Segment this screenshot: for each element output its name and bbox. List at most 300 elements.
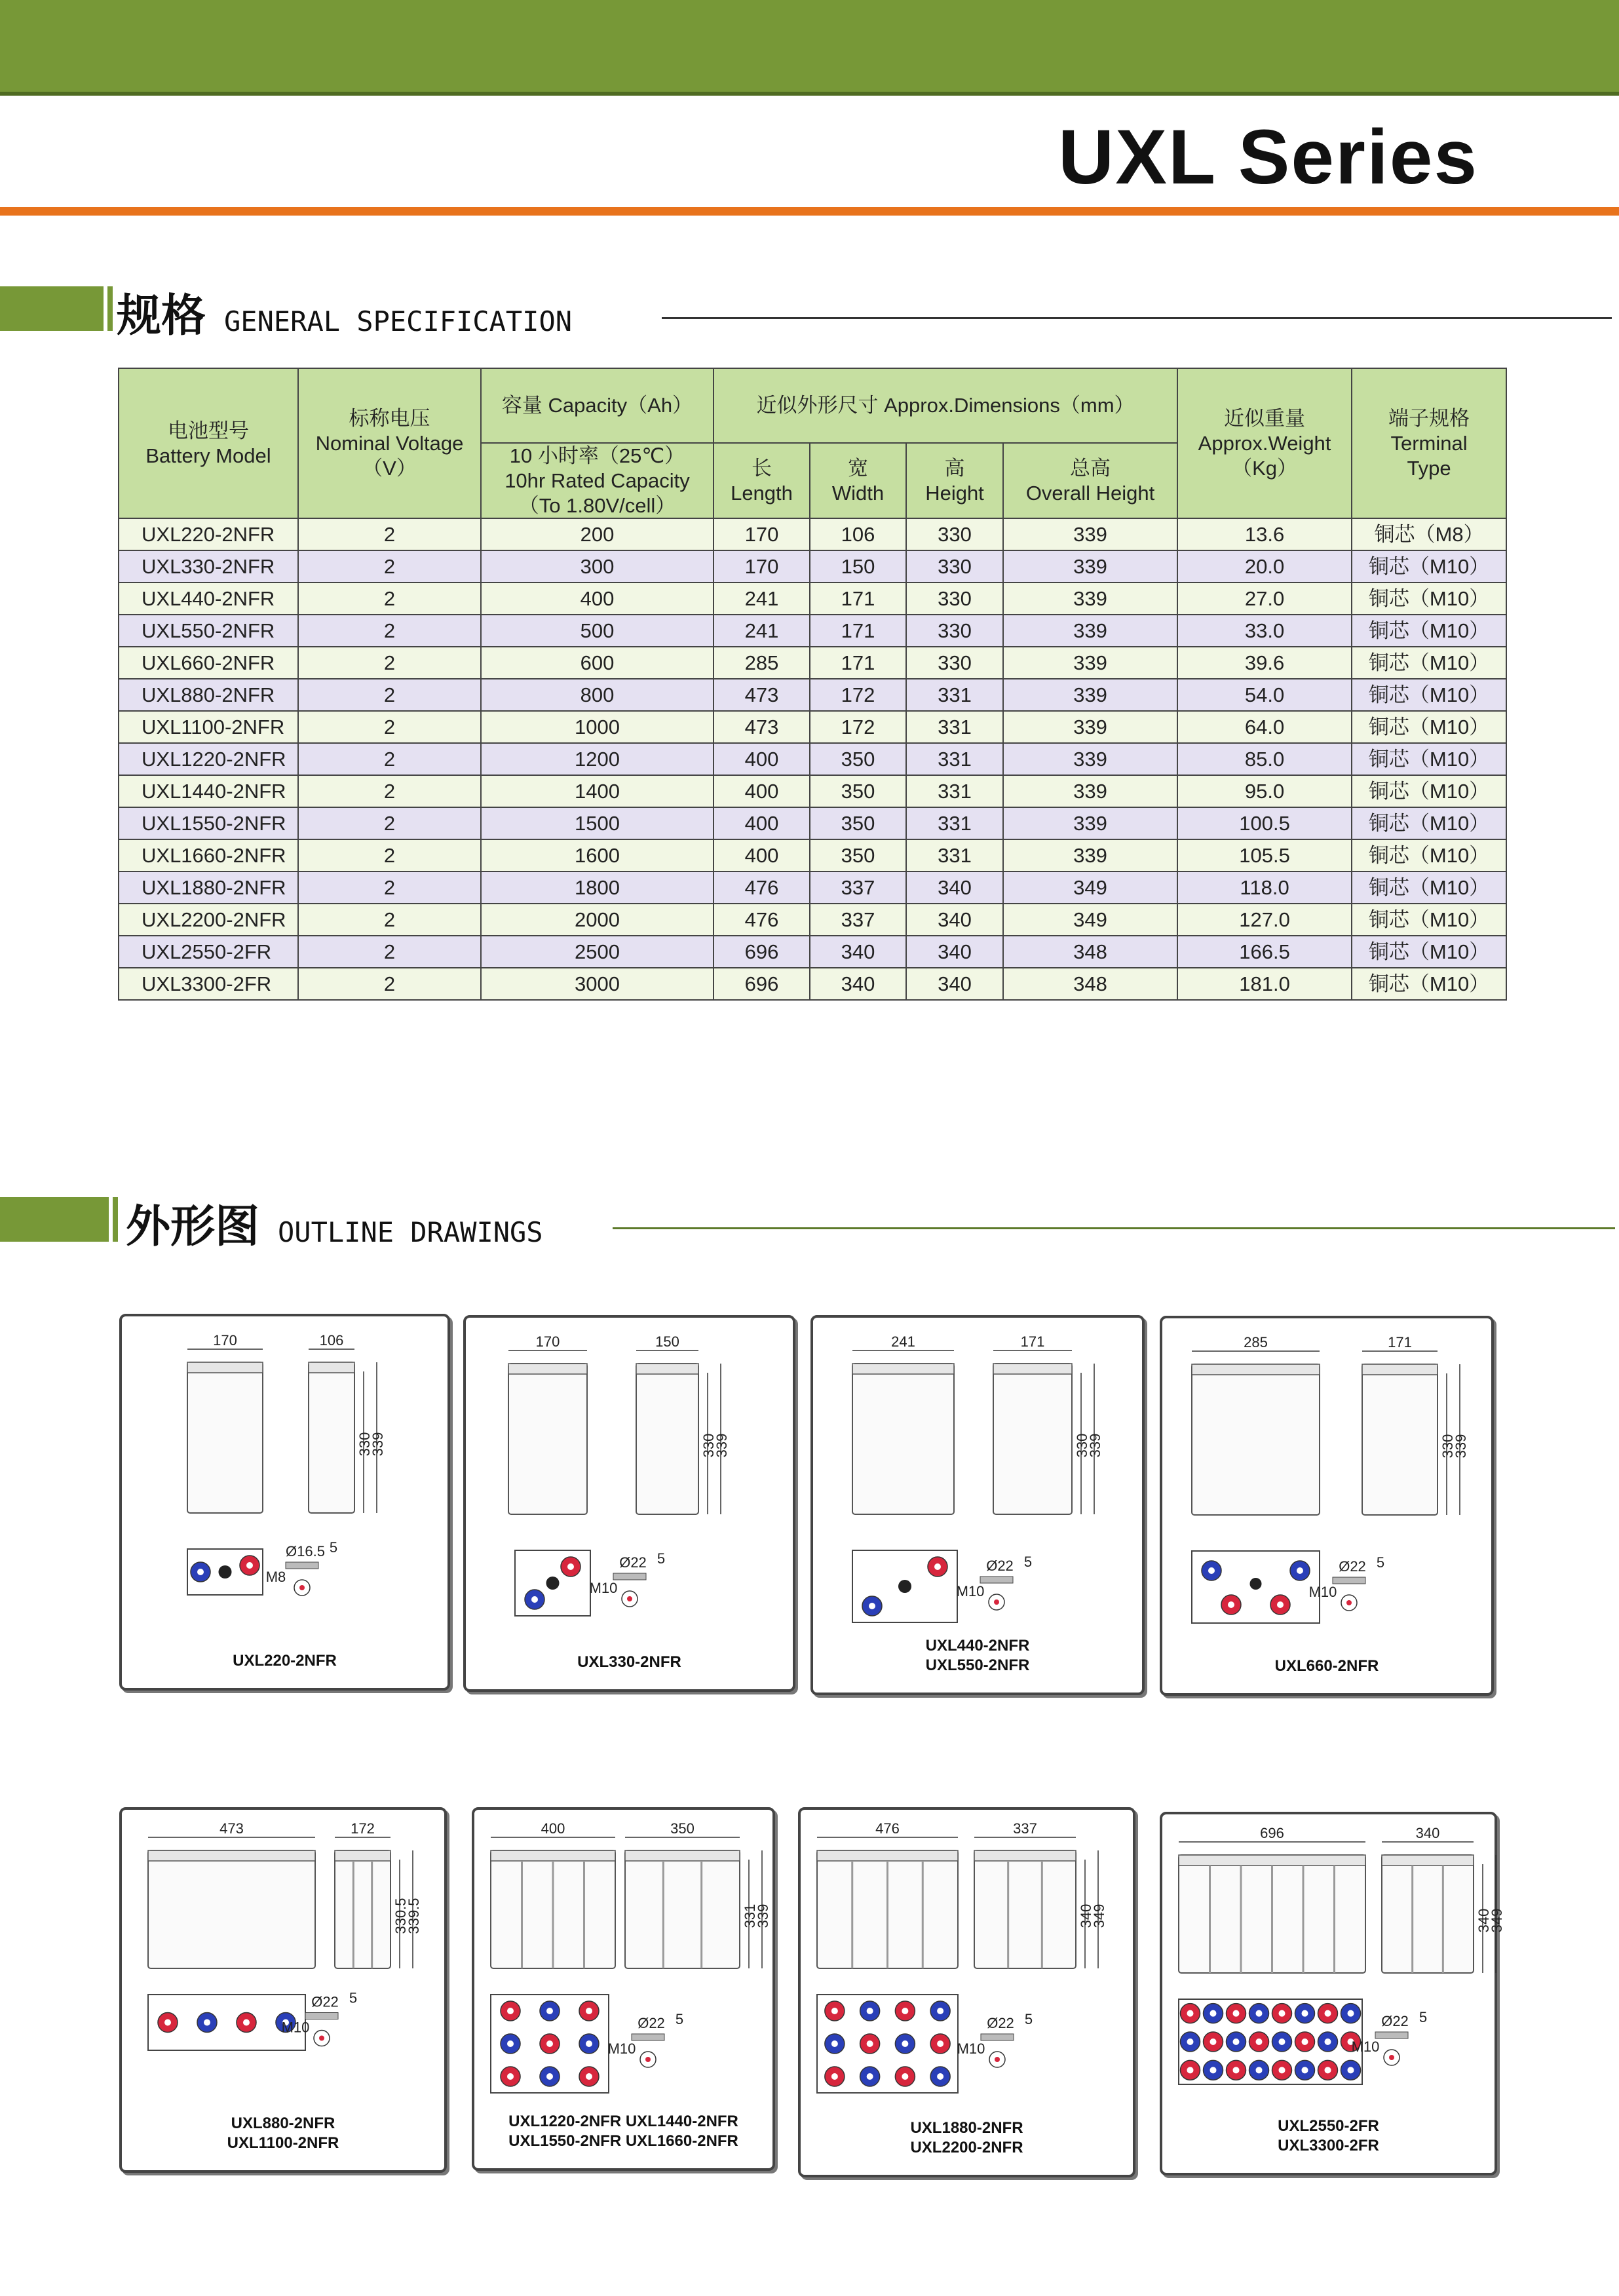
cell-terminal: 铜芯（M10） xyxy=(1352,711,1506,743)
cell-width: 350 xyxy=(810,839,906,871)
height-dimension: 330 xyxy=(700,1433,717,1458)
overall-height-dimension: 339 xyxy=(1087,1433,1103,1458)
terminal-depth: 5 xyxy=(657,1550,666,1567)
cell-width: 350 xyxy=(810,743,906,775)
terminal-bolt xyxy=(1297,1567,1303,1574)
header-weight: 近似重量 Approx.Weight （Kg） xyxy=(1177,368,1352,518)
terminal-detail xyxy=(995,2057,1000,2062)
terminal-detail xyxy=(1389,2055,1394,2060)
cell-height: 340 xyxy=(906,904,1003,936)
cell-overall-height: 339 xyxy=(1003,807,1177,839)
battery-lid xyxy=(187,1362,263,1373)
battery-lid xyxy=(993,1364,1072,1374)
terminal-bolt xyxy=(831,2073,838,2080)
terminal-bolt xyxy=(507,2073,514,2080)
cell-height: 330 xyxy=(906,615,1003,647)
length-dimension: 696 xyxy=(1260,1825,1284,1841)
terminal-bolt xyxy=(1279,2010,1286,2017)
width-dimension: 340 xyxy=(1415,1825,1440,1841)
terminal-bolt xyxy=(586,2008,592,2014)
cell-width: 337 xyxy=(810,904,906,936)
terminal-bolt xyxy=(831,2040,838,2047)
cell-height: 331 xyxy=(906,775,1003,807)
header-model: 电池型号 Battery Model xyxy=(119,368,298,518)
drawing-model-label: UXL660-2NFR xyxy=(1274,1657,1379,1675)
cell-capacity: 600 xyxy=(481,647,714,679)
battery-side-view xyxy=(974,1850,1076,1968)
cell-width: 340 xyxy=(810,968,906,1000)
terminal-bolt xyxy=(1348,2067,1354,2073)
vent-cap xyxy=(546,1577,560,1590)
cell-terminal: 铜芯（M10） xyxy=(1352,775,1506,807)
battery-outline-drawing xyxy=(122,1316,448,1688)
terminal-thread: M10 xyxy=(607,2040,636,2057)
cell-capacity: 800 xyxy=(481,679,714,711)
terminal-bolt xyxy=(546,2008,553,2014)
terminal-bolt xyxy=(586,2073,592,2080)
terminal-bolt xyxy=(934,1563,941,1570)
terminal-bolt xyxy=(531,1596,538,1603)
height-dimension: 331 xyxy=(742,1904,758,1928)
drawing-model-label: UXL2200-2NFR xyxy=(910,2139,1023,2156)
battery-lid xyxy=(1362,1364,1438,1375)
cell-weight: 20.0 xyxy=(1177,550,1352,583)
terminal-bolt xyxy=(1325,2067,1331,2073)
cell-model: UXL1440-2NFR xyxy=(119,775,298,807)
terminal-bolt xyxy=(1210,2038,1217,2045)
cell-model: UXL440-2NFR xyxy=(119,583,298,615)
header-overall-height: 总高 Overall Height xyxy=(1003,443,1177,518)
terminal-detail xyxy=(1333,1577,1365,1584)
table-row xyxy=(119,518,1506,550)
terminal-bolt xyxy=(243,2019,250,2026)
width-dimension: 171 xyxy=(1020,1333,1045,1350)
cell-length: 400 xyxy=(714,775,810,807)
cell-capacity: 3000 xyxy=(481,968,714,1000)
terminal-thread: M10 xyxy=(281,2019,310,2036)
terminal-thread: M10 xyxy=(589,1580,618,1596)
cell-capacity: 2500 xyxy=(481,936,714,968)
cell-weight: 54.0 xyxy=(1177,679,1352,711)
cell-capacity: 1600 xyxy=(481,839,714,871)
cell-length: 241 xyxy=(714,583,810,615)
battery-front-view xyxy=(187,1362,263,1513)
cell-capacity: 500 xyxy=(481,615,714,647)
battery-lid xyxy=(1192,1364,1320,1375)
terminal-thread: M10 xyxy=(1308,1584,1337,1600)
table-row xyxy=(119,904,1506,936)
header-height: 高 Height xyxy=(906,443,1003,518)
battery-lid xyxy=(148,1850,315,1861)
cell-voltage: 2 xyxy=(298,518,481,550)
cell-terminal: 铜芯（M10） xyxy=(1352,743,1506,775)
terminal-detail xyxy=(305,2013,338,2019)
terminal-bolt xyxy=(164,2019,171,2026)
cell-overall-height: 339 xyxy=(1003,583,1177,615)
cell-terminal: 铜芯（M10） xyxy=(1352,968,1506,1000)
cell-model: UXL1100-2NFR xyxy=(119,711,298,743)
cell-model: UXL1550-2NFR xyxy=(119,807,298,839)
terminal-bolt xyxy=(1210,2067,1217,2073)
terminal-bolt xyxy=(1256,2038,1263,2045)
vent-cap xyxy=(219,1565,232,1578)
cell-overall-height: 339 xyxy=(1003,518,1177,550)
drawing-model-label: UXL880-2NFR xyxy=(231,2114,335,2132)
header-capacity: 容量 Capacity（Ah） xyxy=(481,368,714,443)
cell-voltage: 2 xyxy=(298,807,481,839)
terminal-diameter: Ø22 xyxy=(638,2015,665,2031)
outline-title-cn: 外形图 xyxy=(126,1201,260,1253)
header-capacity-10hr: 10 小时率（25℃） 10hr Rated Capacity （To 1.80V/cell） xyxy=(481,443,714,518)
terminal-bolt xyxy=(1256,2010,1263,2017)
spec-title-cn: 规格 xyxy=(117,290,206,342)
terminal-bolt xyxy=(1233,2010,1240,2017)
cell-length: 473 xyxy=(714,679,810,711)
terminal-bolt xyxy=(1325,2038,1331,2045)
cell-weight: 95.0 xyxy=(1177,775,1352,807)
cell-capacity: 200 xyxy=(481,518,714,550)
cell-model: UXL2550-2FR xyxy=(119,936,298,968)
overall-height-dimension: 339 xyxy=(714,1433,730,1458)
cell-model: UXL550-2NFR xyxy=(119,615,298,647)
cell-model: UXL1660-2NFR xyxy=(119,839,298,871)
cell-length: 696 xyxy=(714,936,810,968)
terminal-detail xyxy=(319,2036,324,2041)
cell-overall-height: 339 xyxy=(1003,743,1177,775)
outline-drawing-card xyxy=(810,1315,1145,1695)
cell-weight: 13.6 xyxy=(1177,518,1352,550)
height-dimension: 340 xyxy=(1078,1904,1094,1928)
terminal-diameter: Ø22 xyxy=(987,2015,1014,2031)
terminal-detail xyxy=(980,1577,1013,1583)
terminal-detail xyxy=(1375,2032,1408,2038)
terminal-bolt xyxy=(1302,2038,1308,2045)
cell-terminal: 铜芯（M10） xyxy=(1352,936,1506,968)
series-title: UXL Series xyxy=(1058,114,1478,201)
terminal-thread: M10 xyxy=(1351,2038,1380,2055)
terminal-bolt xyxy=(1187,2010,1194,2017)
terminal-thread: M10 xyxy=(956,1583,985,1599)
terminal-detail xyxy=(627,1596,632,1601)
cell-capacity: 1800 xyxy=(481,871,714,904)
cell-overall-height: 339 xyxy=(1003,839,1177,871)
cell-height: 340 xyxy=(906,936,1003,968)
cell-height: 330 xyxy=(906,647,1003,679)
battery-side-view xyxy=(1382,1855,1474,1973)
cell-width: 106 xyxy=(810,518,906,550)
cell-voltage: 2 xyxy=(298,743,481,775)
battery-side-view xyxy=(1362,1364,1438,1515)
cell-voltage: 2 xyxy=(298,839,481,871)
battery-front-view xyxy=(1192,1364,1320,1515)
table-row xyxy=(119,807,1506,839)
terminal-diameter: Ø22 xyxy=(1381,2013,1409,2029)
outline-drawing-card xyxy=(119,1807,447,2173)
outline-drawing-card xyxy=(472,1807,775,2171)
terminal-diameter: Ø22 xyxy=(311,1993,339,2010)
cell-weight: 64.0 xyxy=(1177,711,1352,743)
battery-side-view xyxy=(625,1850,740,1968)
cell-terminal: 铜芯（M10） xyxy=(1352,615,1506,647)
overall-height-dimension: 349 xyxy=(1489,1908,1505,1933)
cell-height: 331 xyxy=(906,807,1003,839)
cell-width: 337 xyxy=(810,871,906,904)
terminal-bolt xyxy=(1279,2067,1286,2073)
cell-overall-height: 349 xyxy=(1003,904,1177,936)
header-terminal: 端子规格 Terminal Type xyxy=(1352,368,1506,518)
cell-voltage: 2 xyxy=(298,550,481,583)
terminal-bolt xyxy=(867,2040,873,2047)
terminal-detail xyxy=(632,2034,664,2040)
battery-lid xyxy=(508,1364,587,1374)
terminal-diameter: Ø16.5 xyxy=(286,1543,325,1559)
spec-section-heading xyxy=(117,280,572,344)
cell-width: 350 xyxy=(810,775,906,807)
cell-width: 171 xyxy=(810,615,906,647)
drawing-model-label: UXL1220-2NFR UXL1440-2NFR xyxy=(508,2113,738,2130)
terminal-bolt xyxy=(1279,2038,1286,2045)
spec-table-body xyxy=(119,518,1506,1000)
terminal-bolt xyxy=(1228,1601,1234,1608)
terminal-bolt xyxy=(507,2008,514,2014)
cell-weight: 181.0 xyxy=(1177,968,1352,1000)
cell-terminal: 铜芯（M10） xyxy=(1352,583,1506,615)
cell-voltage: 2 xyxy=(298,711,481,743)
cell-length: 696 xyxy=(714,968,810,1000)
battery-side-view xyxy=(993,1364,1072,1514)
cell-voltage: 2 xyxy=(298,775,481,807)
cell-length: 241 xyxy=(714,615,810,647)
battery-front-view xyxy=(852,1364,954,1514)
terminal-depth: 5 xyxy=(1419,2009,1428,2025)
terminal-bolt xyxy=(902,2040,908,2047)
cell-terminal: 铜芯（M8） xyxy=(1352,518,1506,550)
cell-height: 340 xyxy=(906,871,1003,904)
cell-voltage: 2 xyxy=(298,615,481,647)
height-dimension: 330.5 xyxy=(392,1898,409,1934)
terminal-bolt xyxy=(902,2073,908,2080)
width-dimension: 172 xyxy=(351,1820,375,1837)
table-row xyxy=(119,550,1506,583)
cell-width: 171 xyxy=(810,583,906,615)
cell-height: 331 xyxy=(906,711,1003,743)
cell-overall-height: 339 xyxy=(1003,711,1177,743)
terminal-detail xyxy=(981,2034,1014,2040)
cell-overall-height: 339 xyxy=(1003,615,1177,647)
cell-model: UXL220-2NFR xyxy=(119,518,298,550)
cell-overall-height: 339 xyxy=(1003,550,1177,583)
cell-overall-height: 348 xyxy=(1003,936,1177,968)
terminal-thread: M8 xyxy=(265,1569,286,1585)
table-row xyxy=(119,936,1506,968)
length-dimension: 285 xyxy=(1244,1334,1268,1350)
terminal-bolt xyxy=(902,2008,908,2014)
battery-front-view xyxy=(148,1850,315,1968)
cell-weight: 127.0 xyxy=(1177,904,1352,936)
width-dimension: 106 xyxy=(319,1332,344,1349)
drawing-model-label: UXL220-2NFR xyxy=(233,1652,337,1670)
cell-model: UXL3300-2FR xyxy=(119,968,298,1000)
cell-capacity: 2000 xyxy=(481,904,714,936)
terminal-detail xyxy=(1346,1600,1352,1605)
cell-length: 476 xyxy=(714,871,810,904)
drawing-model-label: UXL1880-2NFR xyxy=(910,2119,1023,2137)
cell-height: 330 xyxy=(906,550,1003,583)
table-row xyxy=(119,711,1506,743)
overall-height-dimension: 339 xyxy=(1453,1434,1469,1459)
length-dimension: 170 xyxy=(535,1333,560,1350)
height-dimension: 330 xyxy=(1074,1433,1090,1458)
terminal-depth: 5 xyxy=(675,2011,684,2027)
cell-capacity: 1400 xyxy=(481,775,714,807)
cell-length: 476 xyxy=(714,904,810,936)
length-dimension: 400 xyxy=(541,1820,565,1837)
terminal-bolt xyxy=(546,2073,553,2080)
cell-terminal: 铜芯（M10） xyxy=(1352,839,1506,871)
battery-lid xyxy=(625,1850,740,1861)
terminal-bolt xyxy=(937,2073,943,2080)
terminal-detail xyxy=(645,2057,651,2062)
cell-voltage: 2 xyxy=(298,871,481,904)
header-dimensions: 近似外形尺寸 Approx.Dimensions（mm） xyxy=(714,368,1177,443)
table-row xyxy=(119,615,1506,647)
spec-title-en: GENERAL SPECIFICATION xyxy=(224,305,573,337)
terminal-depth: 5 xyxy=(349,1989,358,2006)
length-dimension: 473 xyxy=(219,1820,244,1837)
cell-weight: 166.5 xyxy=(1177,936,1352,968)
length-dimension: 170 xyxy=(213,1332,237,1349)
terminal-depth: 5 xyxy=(1376,1554,1385,1571)
overall-height-dimension: 339 xyxy=(755,1904,771,1928)
overall-height-dimension: 339 xyxy=(370,1432,386,1457)
drawing-model-label: UXL3300-2FR xyxy=(1278,2137,1379,2154)
terminal-bolt xyxy=(1208,1567,1215,1574)
height-dimension: 340 xyxy=(1476,1908,1492,1933)
cell-capacity: 1000 xyxy=(481,711,714,743)
table-row xyxy=(119,743,1506,775)
battery-side-view xyxy=(636,1364,698,1514)
battery-lid xyxy=(1382,1855,1474,1866)
battery-lid xyxy=(974,1850,1076,1861)
width-dimension: 171 xyxy=(1388,1334,1412,1350)
battery-lid xyxy=(1179,1855,1365,1866)
terminal-bolt xyxy=(937,2040,943,2047)
drawing-model-label: UXL550-2NFR xyxy=(925,1656,1030,1674)
table-row xyxy=(119,839,1506,871)
header-width: 宽 Width xyxy=(810,443,906,518)
battery-side-view xyxy=(335,1850,390,1968)
drawing-model-label: UXL330-2NFR xyxy=(577,1653,681,1671)
terminal-bolt xyxy=(567,1563,574,1570)
terminal-bolt xyxy=(1302,2010,1308,2017)
table-row xyxy=(119,871,1506,904)
battery-lid xyxy=(817,1850,958,1861)
cell-model: UXL1880-2NFR xyxy=(119,871,298,904)
cell-width: 340 xyxy=(810,936,906,968)
cell-length: 400 xyxy=(714,743,810,775)
cell-height: 330 xyxy=(906,518,1003,550)
length-dimension: 241 xyxy=(891,1333,915,1350)
vent-cap xyxy=(1250,1578,1262,1590)
table-row xyxy=(119,775,1506,807)
terminal-diameter: Ø22 xyxy=(986,1558,1014,1574)
cell-length: 400 xyxy=(714,839,810,871)
cell-weight: 33.0 xyxy=(1177,615,1352,647)
battery-side-view xyxy=(309,1362,354,1513)
cell-capacity: 1500 xyxy=(481,807,714,839)
outline-drawing-card xyxy=(119,1314,450,1691)
accent-divider xyxy=(0,207,1619,216)
cell-width: 172 xyxy=(810,711,906,743)
height-dimension: 330 xyxy=(356,1432,373,1457)
terminal-bolt xyxy=(586,2040,592,2047)
terminal-detail xyxy=(299,1585,305,1590)
terminal-depth: 5 xyxy=(1024,2011,1033,2027)
outline-title-en: OUTLINE DRAWINGS xyxy=(278,1216,543,1248)
cell-overall-height: 339 xyxy=(1003,775,1177,807)
terminal-detail xyxy=(994,1599,999,1605)
cell-terminal: 铜芯（M10） xyxy=(1352,550,1506,583)
terminal-bolt xyxy=(204,2019,210,2026)
cell-height: 331 xyxy=(906,679,1003,711)
terminal-bolt xyxy=(1256,2067,1263,2073)
cell-voltage: 2 xyxy=(298,647,481,679)
terminal-bolt xyxy=(867,2073,873,2080)
overall-height-dimension: 349 xyxy=(1091,1904,1107,1928)
cell-model: UXL330-2NFR xyxy=(119,550,298,583)
terminal-diameter: Ø22 xyxy=(619,1554,647,1571)
terminal-bolt xyxy=(197,1569,204,1575)
cell-model: UXL1220-2NFR xyxy=(119,743,298,775)
header-voltage: 标称电压 Nominal Voltage （V） xyxy=(298,368,481,518)
battery-lid xyxy=(852,1364,954,1374)
outline-drawing-card xyxy=(1160,1812,1505,2175)
terminal-bolt xyxy=(246,1562,253,1569)
terminal-bolt xyxy=(869,1603,875,1609)
cell-weight: 39.6 xyxy=(1177,647,1352,679)
outline-drawing-card xyxy=(1160,1316,1494,1696)
terminal-bolt xyxy=(546,2040,553,2047)
battery-lid xyxy=(491,1850,615,1861)
length-dimension: 476 xyxy=(875,1820,900,1837)
table-row xyxy=(119,679,1506,711)
battery-outline-drawing xyxy=(466,1318,793,1689)
table-row xyxy=(119,968,1506,1000)
terminal-bolt xyxy=(1348,2010,1354,2017)
cell-height: 340 xyxy=(906,968,1003,1000)
table-row xyxy=(119,647,1506,679)
height-dimension: 330 xyxy=(1439,1434,1456,1459)
header-band xyxy=(0,0,1619,96)
cell-overall-height: 348 xyxy=(1003,968,1177,1000)
cell-terminal: 铜芯（M10） xyxy=(1352,647,1506,679)
terminal-bolt xyxy=(1187,2038,1194,2045)
cell-length: 400 xyxy=(714,807,810,839)
section-marker-outline xyxy=(0,1197,109,1242)
terminal-bolt xyxy=(507,2040,514,2047)
outline-heading-rule xyxy=(613,1227,1615,1229)
cell-voltage: 2 xyxy=(298,583,481,615)
cell-width: 171 xyxy=(810,647,906,679)
cell-width: 150 xyxy=(810,550,906,583)
cell-length: 170 xyxy=(714,550,810,583)
terminal-depth: 5 xyxy=(1023,1554,1033,1570)
cell-weight: 105.5 xyxy=(1177,839,1352,871)
cell-weight: 27.0 xyxy=(1177,583,1352,615)
cell-height: 331 xyxy=(906,839,1003,871)
battery-lid xyxy=(309,1362,354,1373)
terminal-thread: M10 xyxy=(957,2040,985,2057)
